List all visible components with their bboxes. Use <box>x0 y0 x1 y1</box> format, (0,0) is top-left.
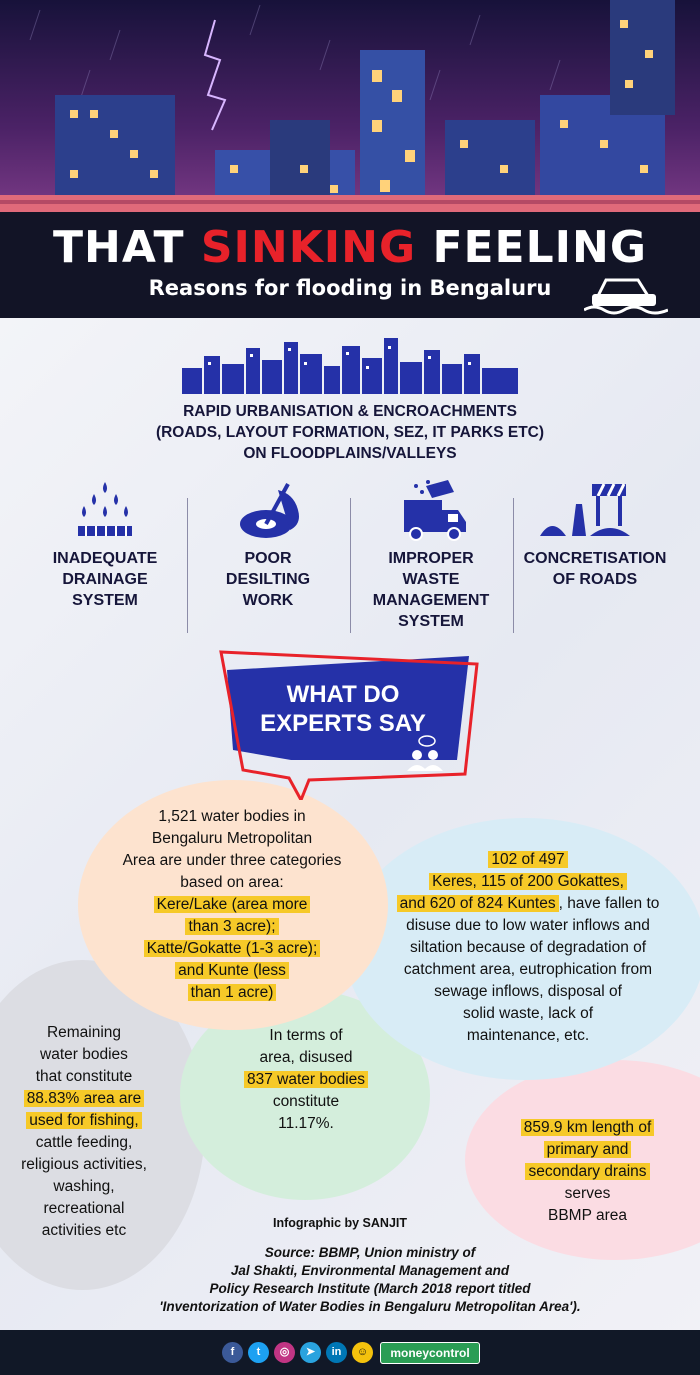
fact-drains: 859.9 km length of primary and secondary drains serves BBMP area <box>480 1117 695 1227</box>
divider <box>513 498 514 633</box>
reason-inadequate-drainage: INADEQUATE DRAINAGE SYSTEM <box>52 550 158 609</box>
infographic-credit: Infographic by SANJIT <box>272 1216 408 1230</box>
night-skyline-illustration <box>0 0 700 212</box>
fact-disused-area: In terms of area, disused 837 water bodies constitute 11.17%. <box>218 1025 394 1135</box>
page-subtitle: Reasons for flooding in Bengaluru <box>148 276 552 300</box>
fact-water-bodies: 1,521 water bodies in Bengaluru Metropolitan Area are under three categories based on area: Kere/Lake (area more than 3 acre); Katte/Gokatte (1-3 acre); and Kunte (less than 1 acre) <box>122 808 342 1001</box>
urbanisation-line-2: (ROADS, LAYOUT FORMATION, SEZ, IT PARKS ETC) <box>155 424 545 441</box>
flooded-car-icon <box>584 270 668 316</box>
moneycontrol-logo[interactable]: moneycontrol <box>380 1342 480 1364</box>
people-chat-icon <box>405 735 445 771</box>
page-title: THAT SINKING FEELING <box>53 222 647 273</box>
snapchat-icon[interactable]: ☺ <box>352 1342 373 1363</box>
garbage-truck-icon <box>398 480 470 542</box>
reason-concretisation: CONCRETISATION OF ROADS <box>523 550 667 588</box>
source-note: Source: BBMP, Union ministry of Jal Shakti, Environmental Management and Policy Research Institute (March 2018 report titled 'Inventorization of Water Bodies in Bengaluru Metropolitan Area'). <box>159 1245 581 1314</box>
telegram-icon[interactable]: ➤ <box>300 1342 321 1363</box>
fact-fallen-to-disuse: 102 of 497 Keres, 115 of 200 Gokattes, and 620 of 824 Kuntes , have fallen to disuse due to low water inflows and siltation because of degradation of catchment area, eutrophication from sewage inflows, disposal of solid waste, lack of maintenance, etc. <box>348 849 700 1047</box>
facebook-icon[interactable]: f <box>222 1342 243 1363</box>
rain-drops-icon <box>72 480 138 540</box>
fact-remaining-water-bodies: Remaining water bodies that constitute 88.83% area are used for fishing, cattle feeding, religious activities, washing, recreational activities etc <box>21 1024 147 1239</box>
road-barrier-icon <box>540 480 630 540</box>
reason-improper-waste: IMPROPER WASTE MANAGEMENT SYSTEM <box>372 550 490 630</box>
instagram-icon[interactable]: ◎ <box>274 1342 295 1363</box>
twitter-icon[interactable]: t <box>248 1342 269 1363</box>
reason-poor-desilting: POOR DESILTING WORK <box>225 550 311 609</box>
urbanisation-line-1: RAPID URBANISATION & ENCROACHMENTS <box>183 403 517 420</box>
experts-heading: WHAT DO EXPERTS SAY <box>260 681 426 737</box>
title-highlight: SINKING <box>200 222 417 273</box>
linkedin-icon[interactable]: in <box>326 1342 347 1363</box>
footer-bar <box>0 1330 700 1375</box>
urbanisation-line-3: ON FLOODPLAINS/VALLEYS <box>243 445 457 462</box>
city-skyline-icon <box>182 338 518 394</box>
desilting-icon <box>238 480 308 542</box>
